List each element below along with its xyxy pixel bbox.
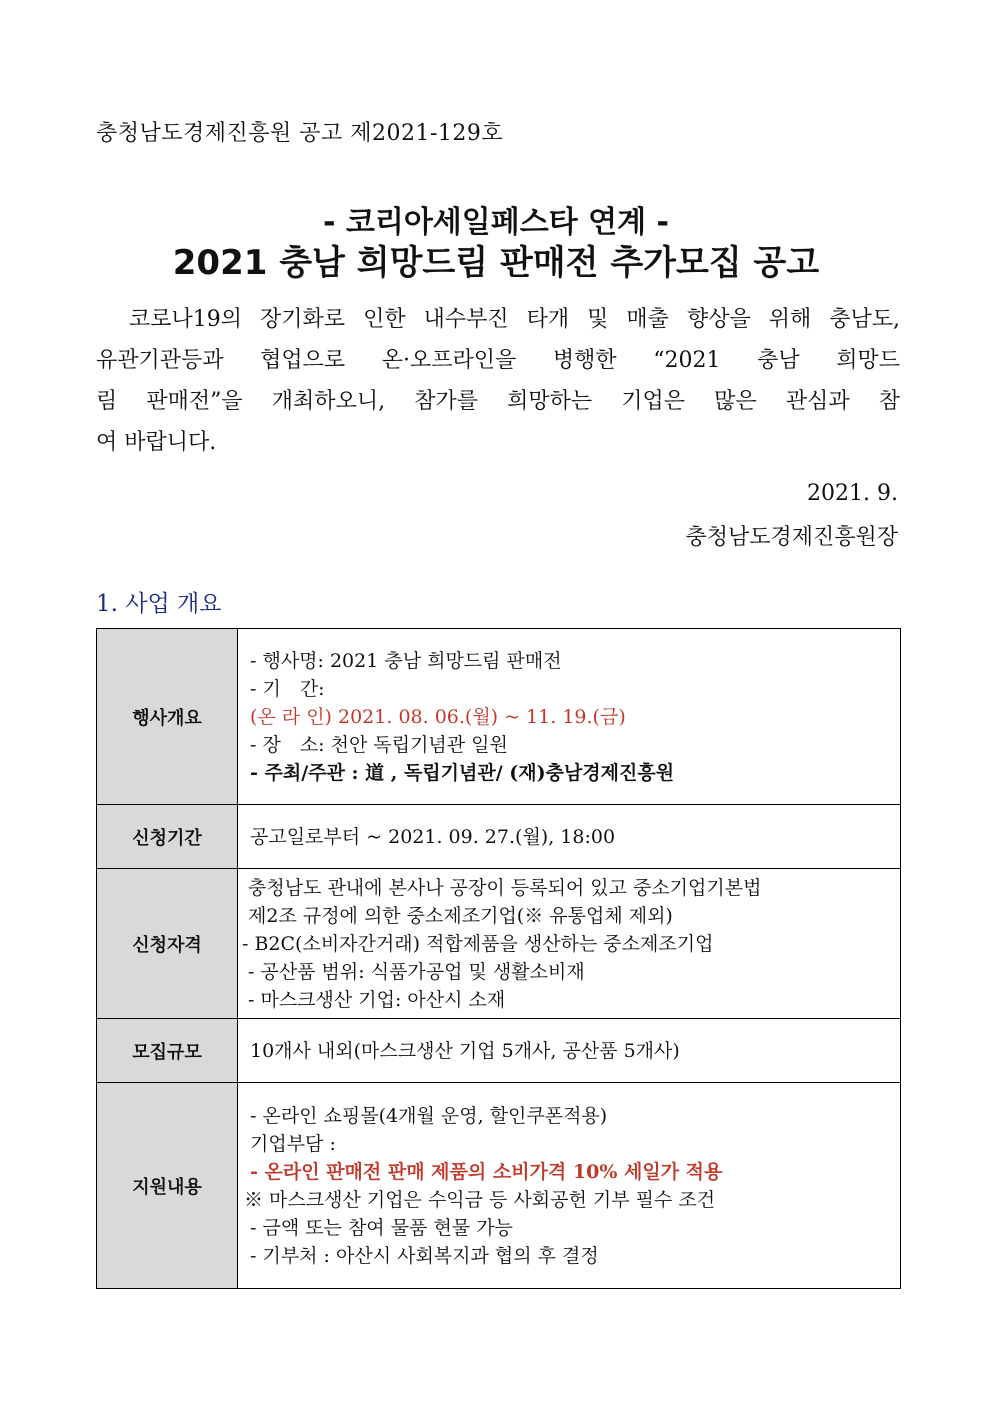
row-content	[238, 805, 901, 869]
page-title: 2021 충남 희망드림 판매전 추가모집 공고	[172, 243, 820, 283]
row-label: 지원내용	[97, 1083, 238, 1289]
table-row	[97, 869, 901, 1019]
content-line: 제2조 규정에 의한 중소제조기업(※ 유통업체 제외)	[248, 904, 673, 927]
content-line: 공고일로부터 ~ 2021. 09. 27.(월), 18:00	[250, 825, 616, 848]
content-line-highlight: (온 라 인) 2021. 08. 06.(월) ~ 11. 19.(금)	[250, 705, 626, 728]
intro-line: 유관기관등과 협업으로 온·오프라인을 병행한 “2021 충남 희망드	[96, 348, 900, 373]
content-line: 10개사 내외(마스크생산 기업 5개사, 공산품 5개사)	[250, 1039, 680, 1062]
content-line: 기업부담 :	[250, 1132, 336, 1155]
section-title: 1. 사업 개요	[96, 591, 222, 617]
intro-line: 코로나19의 장기화로 인한 내수부진 타개 및 매출 향상을 위해 충남도,	[96, 307, 900, 332]
content-line-highlight: - 온라인 판매전 판매 제품의 소비가격 10% 세일가 적용	[250, 1160, 723, 1183]
table-row	[97, 1083, 901, 1289]
content-line: - 공산품 범위: 식품가공업 및 생활소비재	[248, 960, 585, 983]
row-content	[238, 1083, 901, 1289]
title-subheading: - 코리아세일페스타 연계 -	[322, 205, 670, 240]
content-line: - 온라인 쇼핑몰(4개월 운영, 할인쿠폰적용)	[250, 1104, 608, 1127]
content-line-bold: - 주최/주관 : 道 , 독립기념관/ (재)충남경제진흥원	[250, 761, 675, 784]
row-label: 모집규모	[97, 1019, 238, 1083]
notice-number: 충청남도경제진흥원 공고 제2021-129호	[96, 121, 504, 146]
content-line: - 금액 또는 참여 물품 현물 가능	[250, 1216, 513, 1239]
content-line: ※ 마스크생산 기업은 수익금 등 사회공헌 기부 필수 조건	[244, 1188, 716, 1211]
row-label: 신청자격	[97, 869, 238, 1019]
row-label: 행사개요	[97, 629, 238, 805]
content-line: - 마스크생산 기업: 아산시 소재	[248, 988, 506, 1011]
intro-paragraph	[96, 299, 900, 463]
content-line: - 장 소: 천안 독립기념관 일원	[250, 733, 508, 756]
notice-date: 2021. 9.	[807, 481, 898, 506]
row-label: 신청기간	[97, 805, 238, 869]
content-line: - 기부처 : 아산시 사회복지과 협의 후 결정	[250, 1244, 599, 1267]
table-row	[97, 1019, 901, 1083]
content-line: - 행사명: 2021 충남 희망드림 판매전	[250, 649, 562, 672]
table-row	[97, 629, 901, 805]
intro-line: 림 판매전”을 개최하오니, 참가를 희망하는 기업은 많은 관심과 참	[96, 389, 900, 414]
content-line: - 기 간:	[250, 677, 325, 700]
row-content	[238, 869, 901, 1019]
content-line: 충청남도 관내에 본사나 공장이 등록되어 있고 중소기업기본법	[248, 876, 762, 899]
content-line: - B2C(소비자간거래) 적합제품을 생산하는 중소제조기업	[242, 932, 714, 955]
intro-line: 여 바랍니다.	[96, 430, 217, 455]
overview-table	[96, 628, 901, 1289]
issuer: 충청남도경제진흥원장	[685, 525, 898, 550]
row-content	[238, 1019, 901, 1083]
table-row	[97, 805, 901, 869]
row-content	[238, 629, 901, 805]
